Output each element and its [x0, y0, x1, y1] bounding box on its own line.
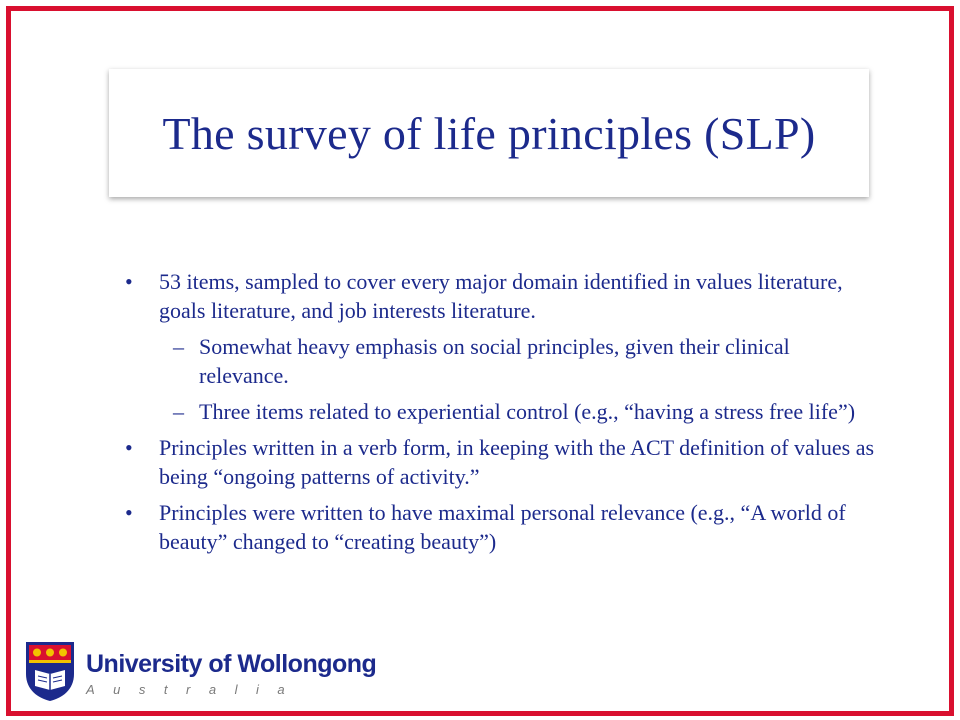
bullet-text: Principles were written to have maximal personal relevance (e.g., “A world of beauty” changed to “creating beauty”)	[159, 500, 846, 554]
dash-marker: –	[173, 334, 184, 359]
university-crest-icon	[24, 640, 76, 702]
sub-bullet-text: Somewhat heavy emphasis on social principles, given their clinical relevance.	[199, 334, 790, 388]
bullet-text: Principles written in a verb form, in keeping with the ACT definition of values as being “ongoing patterns of activity.”	[159, 435, 875, 489]
bullet-item	[125, 267, 885, 325]
university-name: University of Wollongong	[86, 650, 377, 678]
slide-frame	[6, 6, 954, 716]
bullet-marker: •	[125, 500, 133, 525]
sub-bullet-text: Three items related to experiential control (e.g., “having a stress free life”)	[199, 399, 856, 424]
university-country: Australia	[86, 682, 304, 697]
bullet-marker: •	[125, 435, 133, 460]
bullet-marker: •	[125, 269, 133, 294]
dash-marker: –	[173, 399, 184, 424]
sub-bullet-item	[125, 397, 885, 426]
bullet-text: 53 items, sampled to cover every major domain identified in values literature, goals literature, and job interests literature.	[159, 269, 843, 323]
bullet-item	[125, 433, 885, 491]
slide-body	[125, 267, 885, 563]
sub-bullet-item	[125, 332, 885, 390]
university-logo	[24, 640, 377, 702]
bullet-item	[125, 498, 885, 556]
slide-title: The survey of life principles (SLP)	[162, 107, 816, 159]
title-box	[109, 69, 869, 197]
